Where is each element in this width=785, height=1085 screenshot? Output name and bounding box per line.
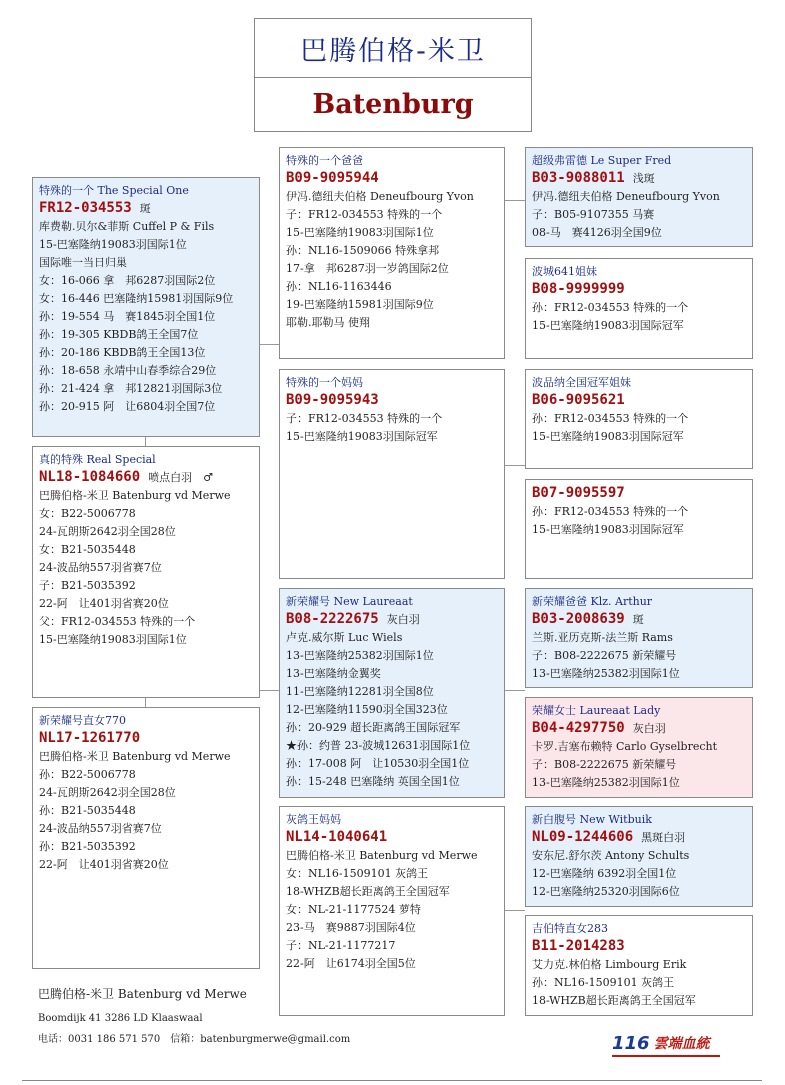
pigeon-name: 波品纳全国冠军姐妹 — [532, 376, 631, 389]
info-line: 18-WHZB超长距离鸽王全国冠军 — [532, 994, 696, 1007]
pigeon-card-b07 — [525, 479, 753, 579]
ring-row — [532, 280, 746, 299]
logo-text: 雲端血統 — [653, 1036, 710, 1052]
info-line: 13-巴塞隆纳25382羽国际1位 — [532, 776, 680, 789]
pigeon-name: 灰鸽王妈妈 — [286, 813, 341, 826]
pigeon-card-grey-king-dam — [279, 806, 505, 1016]
info-line: 24-波品纳557羽省赛7位 — [39, 561, 162, 574]
pigeon-card-laureaat-daughter — [32, 707, 260, 969]
info-line: 子：B08-2222675 新荣耀号 — [532, 649, 677, 662]
info-line: 15-巴塞隆纳19083羽国际冠军 — [532, 523, 684, 536]
ring-number: FR12-034553 — [39, 200, 132, 216]
feather-color: 灰白羽 — [386, 613, 420, 626]
info-line: 19-巴塞隆纳15981羽国际9位 — [286, 298, 434, 311]
logo-underline — [612, 1055, 720, 1057]
ring-number: B09-9095944 — [286, 170, 379, 186]
loft-title-english: Batenburg — [312, 89, 474, 120]
bottom-divider — [22, 1080, 762, 1081]
ring-row — [286, 610, 498, 629]
ring-number: NL17-1261770 — [39, 730, 141, 746]
info-line: 15-巴塞隆纳19083羽国际冠军 — [532, 319, 684, 332]
info-line: 孙：NL16-1509066 特殊拿邦 — [286, 244, 440, 257]
info-line: 库费勒.贝尔&菲斯 Cuffel P & Fils — [39, 220, 215, 233]
ring-row — [532, 169, 746, 188]
pigeon-name: 新白腹号 New Witbuik — [532, 813, 652, 826]
info-line: 女：B22-5006778 — [39, 507, 136, 520]
feather-color: 黑斑白羽 — [641, 831, 686, 844]
info-line: 孙：FR12-034553 特殊的一个 — [532, 301, 689, 314]
ring-row — [39, 468, 253, 487]
info-line: 女：16-446 巴塞隆纳15981羽国际9位 — [39, 292, 234, 305]
info-line: 子：FR12-034553 特殊的一个 — [286, 412, 443, 425]
ring-number: B07-9095597 — [532, 485, 625, 501]
connector-line — [504, 690, 525, 691]
pigeon-name: 新荣耀号直女770 — [39, 714, 126, 727]
connector-line — [259, 344, 280, 345]
pigeon-name: 吉伯特直女283 — [532, 922, 608, 935]
info-line: 孙：20-915 阿 让6804羽全国7位 — [39, 400, 216, 413]
footer-loft-name: 巴腾伯格-米卫 Batenburg vd Merwe — [38, 987, 247, 1001]
pigeon-name: 荣耀女士 Laureaat Lady — [532, 704, 661, 717]
info-line: 15-巴塞隆纳19083羽国际冠军 — [286, 430, 438, 443]
pigeon-name: 波城641姐妹 — [532, 265, 597, 278]
connector-line — [504, 910, 525, 911]
feather-color: 斑 — [139, 202, 151, 215]
info-line: 伊冯.德纽夫伯格 Deneufbourg Yvon — [286, 190, 474, 203]
loft-title-chinese: 巴腾伯格-米卫 — [255, 19, 531, 78]
ring-row — [532, 937, 746, 956]
info-line: 子：FR12-034553 特殊的一个 — [286, 208, 443, 221]
ring-number: B06-9095621 — [532, 392, 625, 408]
info-line: 12-巴塞隆纳11590羽全国323位 — [286, 703, 448, 716]
ring-row — [532, 391, 746, 410]
info-line: 子：NL-21-1177217 — [286, 939, 396, 952]
pigeon-card-special-one — [32, 177, 260, 437]
ring-row — [286, 169, 498, 188]
info-line: 24-瓦朗斯2642羽全国28位 — [39, 786, 176, 799]
connector-line — [145, 697, 146, 707]
info-line: 15-巴塞隆纳19083羽国际1位 — [39, 238, 187, 251]
pigeon-card-sire — [279, 147, 505, 359]
pigeon-name: 超级弗雷德 Le Super Fred — [532, 154, 672, 167]
info-line: 巴腾伯格-米卫 Batenburg vd Merwe — [39, 489, 231, 502]
pigeon-name: 特殊的一个爸爸 — [286, 154, 363, 167]
info-line: 女：16-066 拿 邦6287羽国际2位 — [39, 274, 216, 287]
info-line: 13-巴塞隆纳金翼奖 — [286, 667, 381, 680]
info-line: 22-阿 让6174羽全国5位 — [286, 957, 416, 970]
ring-number: NL09-1244606 — [532, 829, 634, 845]
info-line: 17-拿 邦6287羽一岁鸽国际2位 — [286, 262, 449, 275]
info-line: 耶勒.耶勒马 使翔 — [286, 316, 370, 329]
info-line: 巴腾伯格-米卫 Batenburg vd Merwe — [286, 849, 478, 862]
pigeon-name: 新荣耀号 New Laureaat — [286, 595, 413, 608]
info-line: 卢克.威尔斯 Luc Wiels — [286, 631, 403, 644]
info-line: 子：B08-2222675 新荣耀号 — [532, 758, 677, 771]
info-line: 女：B21-5035448 — [39, 543, 136, 556]
info-line: 孙：NL16-1509101 灰鸽王 — [532, 976, 675, 989]
info-line: 孙：17-008 阿 让10530羽全国1位 — [286, 757, 470, 770]
pigeon-card-new-laureaat — [279, 588, 505, 798]
info-line: 孙：B21-5035448 — [39, 804, 136, 817]
pigeon-card-pau-sister — [525, 258, 753, 359]
ring-row — [532, 484, 746, 503]
info-line: ★孙：约普 23-波城12631羽国际1位 — [286, 739, 471, 752]
info-line: 巴腾伯格-米卫 Batenburg vd Merwe — [39, 750, 231, 763]
connector-line — [259, 690, 280, 691]
ring-number: B03-9088011 — [532, 170, 625, 186]
info-line: 15-巴塞隆纳19083羽国际1位 — [39, 633, 187, 646]
info-line: 孙：20-186 KBDB鸽王全国13位 — [39, 346, 206, 359]
info-line: 24-瓦朗斯2642羽全国28位 — [39, 525, 176, 538]
ring-number: NL14-1040641 — [286, 829, 388, 845]
info-line: 子：B05-9107355 马赛 — [532, 208, 655, 221]
info-line: 兰斯.亚历克斯-法兰斯 Rams — [532, 631, 673, 644]
info-line: 国际唯一当日归巢 — [39, 256, 127, 269]
info-line: 孙：19-554 马 赛1845羽全国1位 — [39, 310, 216, 323]
footer — [38, 985, 351, 1047]
info-line: 卡罗.吉塞布赖特 Carlo Gyselbrecht — [532, 740, 718, 753]
info-line: 安东尼.舒尔茨 Antony Schults — [532, 849, 690, 862]
pigeon-card-gilbert-daughter — [525, 915, 753, 1016]
info-line: 15-巴塞隆纳19083羽国际1位 — [286, 226, 434, 239]
logo-number: 116 — [612, 1032, 650, 1054]
info-line: 孙：NL16-1163446 — [286, 280, 392, 293]
feather-color: 喷点白羽 ♂ — [148, 471, 214, 484]
info-line: 12-巴塞隆纳25320羽国际6位 — [532, 885, 680, 898]
feather-color: 灰白羽 — [632, 722, 666, 735]
ring-number: B03-2008639 — [532, 611, 625, 627]
pigeon-card-dam — [279, 369, 505, 579]
ring-number: NL18-1084660 — [39, 469, 141, 485]
info-line: 子：B21-5035392 — [39, 579, 136, 592]
info-line: 12-巴塞隆纳 6392羽全国1位 — [532, 867, 677, 880]
info-line: 15-巴塞隆纳19083羽国际冠军 — [532, 430, 684, 443]
info-line: 女：NL-21-1177524 萝特 — [286, 903, 421, 916]
ring-row — [532, 610, 746, 629]
ring-row — [39, 199, 253, 218]
info-line: 孙：18-658 永靖中山春季综合29位 — [39, 364, 217, 377]
pigeon-card-laureaat-lady — [525, 697, 753, 798]
ring-number: B09-9095943 — [286, 392, 379, 408]
feather-color: 斑 — [632, 613, 644, 626]
ring-row — [532, 828, 746, 847]
ring-number: B04-4297750 — [532, 720, 625, 736]
info-line: 女：NL16-1509101 灰鸽王 — [286, 867, 429, 880]
connector-line — [145, 436, 146, 446]
pigeon-card-real-special — [32, 446, 260, 698]
ring-row — [39, 729, 253, 748]
info-line: 13-巴塞隆纳25382羽国际1位 — [286, 649, 434, 662]
footer-contact: 电话：0031 186 571 570 信箱：batenburgmerwe@gmail.com — [38, 1034, 351, 1045]
info-line: 24-波品纳557羽省赛7位 — [39, 822, 162, 835]
ring-row — [286, 391, 498, 410]
info-line: 孙：15-248 巴塞隆纳 英国全国1位 — [286, 775, 460, 788]
pigeon-card-perpignan-sister — [525, 369, 753, 469]
pigeon-name: 真的特殊 Real Special — [39, 453, 156, 466]
info-line: 伊冯.德纽夫伯格 Deneufbourg Yvon — [532, 190, 720, 203]
pigeon-card-super-fred — [525, 147, 753, 247]
info-line: 13-巴塞隆纳25382羽国际1位 — [532, 667, 680, 680]
cloud-pedigree-logo — [612, 1031, 710, 1055]
info-line: 艾力克.林伯格 Limbourg Erik — [532, 958, 687, 971]
info-line: 孙：FR12-034553 特殊的一个 — [532, 412, 689, 425]
info-line: 父：FR12-034553 特殊的一个 — [39, 615, 196, 628]
info-line: 孙：20-929 超长距离鸽王国际冠军 — [286, 721, 461, 734]
info-line: 22-阿 让401羽省赛20位 — [39, 597, 169, 610]
pigeon-name: 特殊的一个妈妈 — [286, 376, 363, 389]
info-line: 22-阿 让401羽省赛20位 — [39, 858, 169, 871]
footer-address: Boomdijk 41 3286 LD Klaaswaal — [38, 1013, 203, 1024]
ring-row — [532, 719, 746, 738]
pigeon-card-arthur — [525, 588, 753, 688]
ring-number: B08-2222675 — [286, 611, 379, 627]
title-box — [254, 18, 532, 132]
info-line: 孙：19-305 KBDB鸽王全国7位 — [39, 328, 199, 341]
info-line: 孙：FR12-034553 特殊的一个 — [532, 505, 689, 518]
ring-row — [286, 828, 498, 847]
pigeon-card-new-witbuik — [525, 806, 753, 907]
ring-number: B11-2014283 — [532, 938, 625, 954]
info-line: 孙：21-424 拿 邦12821羽国际3位 — [39, 382, 223, 395]
info-line: 孙：B21-5035392 — [39, 840, 136, 853]
info-line: 孙：B22-5006778 — [39, 768, 136, 781]
pigeon-name: 新荣耀爸爸 Klz. Arthur — [532, 595, 653, 608]
feather-color: 浅斑 — [632, 172, 655, 185]
info-line: 23-马 赛9887羽国际4位 — [286, 921, 416, 934]
connector-line — [504, 200, 525, 201]
ring-number: B08-9999999 — [532, 281, 625, 297]
info-line: 08-马 赛4126羽全国9位 — [532, 226, 662, 239]
connector-line — [504, 465, 525, 466]
info-line: 11-巴塞隆纳12281羽全国8位 — [286, 685, 434, 698]
info-line: 18-WHZB超长距离鸽王全国冠军 — [286, 885, 450, 898]
pigeon-name: 特殊的一个 The Special One — [39, 184, 189, 197]
